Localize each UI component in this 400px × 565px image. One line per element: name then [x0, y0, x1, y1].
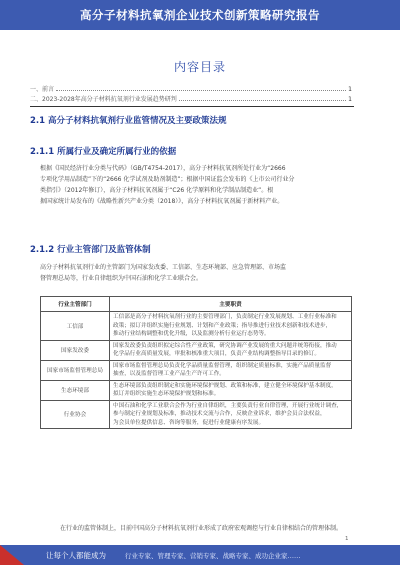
table-header-row	[41, 297, 352, 312]
table-cell-dept: 国家市场监督管理总局	[41, 360, 110, 380]
closing-paragraph: 在行业的监管体制上，目前中国高分子材料抗氧剂行业形成了政府宏观调控与行业自律相结合的管理体制。	[60, 525, 343, 532]
paragraph-line: 据国家统计局发布的《战略性新兴产业分类（2018）》，高分子材料抗氧剂属于新材料产业。	[40, 198, 284, 205]
toc-entry[interactable]	[30, 84, 352, 93]
table-row	[41, 312, 352, 341]
subsection-heading-1: 2.1.1 所属行业及确定所属行业的依据	[30, 147, 177, 157]
toc-entry-text: 二、2023-2028年高分子材料抗氧剂行业发展趋势研判	[30, 96, 177, 103]
table-cell-duty	[110, 400, 352, 429]
paragraph-line: 督管理总局等，行业自律组织为中国石油和化学工业联合会。	[40, 275, 203, 282]
paragraph-line: 类指引》（2012年修订），高分子材料抗氧剂属于“C26 化学原料和化学制品制造业”。根	[40, 187, 274, 194]
footer-red-accent	[0, 545, 24, 565]
table-cell-dept: 国家发改委	[41, 340, 110, 360]
duty-line: 工信部是高分子材料抗氧剂行业的主要管理部门，负责制定行业发展规划、工业行业标准和	[113, 314, 337, 320]
toc-title: 内容目录	[173, 60, 226, 74]
table-cell-duty	[110, 380, 352, 400]
paragraph-line: 专项化学用品制造”下的“2666 化学试剂及助剂制造”；根据中国证监会发布的《上市公司行业分	[40, 176, 295, 183]
toc-entry-page: 1	[348, 96, 352, 103]
table-cell-duty	[110, 340, 352, 360]
footer-roles: 行业专家、管理专家、营销专家、战略专家、成功企业家……	[125, 552, 301, 560]
toc-divider	[30, 106, 354, 107]
duty-line: 生态环境部负责组织制定和实施环境保护规划、政策和标准，建立健全环境保护基本制度，	[113, 382, 337, 389]
toc-leader-dots	[179, 100, 346, 101]
paragraph-line: 根据《国民经济行业分类与代码》（GB/T4754-2017），高分子材料抗氧剂所处行业为“2666	[40, 165, 286, 172]
table-cell-duty	[110, 312, 352, 341]
duty-line: 国家市场监督管理总局负责化学品质量监督管理，组织制定质量标准，实施产品质量监督	[113, 362, 332, 369]
table-cell-dept: 工信部	[41, 312, 110, 341]
duty-line: 抽查，以及监督管理工业产品生产许可工作。	[113, 371, 225, 377]
table-header-dept: 行业主管部门	[41, 297, 110, 312]
subsection-2-paragraph	[40, 262, 352, 284]
duty-line: 推动行业结构调整和优化升级，以及监测分析行业运行态势等。	[113, 331, 270, 337]
duty-line: 为会员单位提供信息、咨询等服务，促进行业健康有序发展。	[113, 419, 265, 426]
duty-line: 化学品行业高质量发展，审批和核准重大项目，负责产业结构调整指导目录的修订。	[113, 351, 320, 357]
section-heading: 2.1 高分子材料抗氧剂行业监管情况及主要政策法规	[30, 116, 227, 126]
table-row	[41, 380, 352, 400]
toc-leader-dots	[56, 90, 346, 91]
paragraph-line: 高分子材料抗氧剂行业的主管部门为国家发改委、工信部、生态环境部、应急管理部、市场监	[40, 264, 287, 271]
subsection-heading-2: 2.1.2 行业主管部门及监管体制	[30, 245, 151, 255]
duty-line: 拟订并组织实施生态环境保护规划和标准。	[113, 391, 220, 397]
toc-entry-page: 1	[348, 86, 352, 93]
table-cell-dept: 行业协会	[41, 400, 110, 429]
regulator-responsibility-table	[40, 296, 352, 429]
table-cell-duty	[110, 360, 352, 380]
duty-line: 国家发改委负责组织拟定综合性产业政策，研究协调产业发展的重大问题并统筹衔接，推动	[113, 342, 337, 349]
page-number: 1	[345, 536, 349, 542]
table-row	[41, 400, 352, 429]
footer-banner	[0, 545, 400, 565]
footer-slogan: 让每个人都能成为	[46, 551, 106, 560]
subsection-1-paragraph	[40, 163, 352, 207]
table-row	[41, 360, 352, 380]
duty-line: 参与制定行业规划及标准，推动技术交流与合作，反映企业诉求，维护会员合法权益，	[113, 411, 326, 417]
table-row	[41, 340, 352, 360]
table-header-duty: 主要职责	[110, 297, 352, 312]
table-cell-dept: 生态环境部	[41, 380, 110, 400]
duty-line: 政策；拟订并组织实施行业规划、计划和产业政策；指导推进行业技术创新和技术进步，	[113, 322, 332, 329]
report-title-banner	[0, 0, 400, 30]
toc-entry[interactable]	[30, 94, 352, 103]
report-title: 高分子材料抗氧剂企业技术创新策略研究报告	[80, 8, 320, 22]
duty-line: 中国石油和化学工业联合会作为行业自律组织，主要负责行业自律管理，开展行业统计调查，	[113, 402, 343, 409]
toc-entry-text: 一、前言	[30, 86, 55, 93]
